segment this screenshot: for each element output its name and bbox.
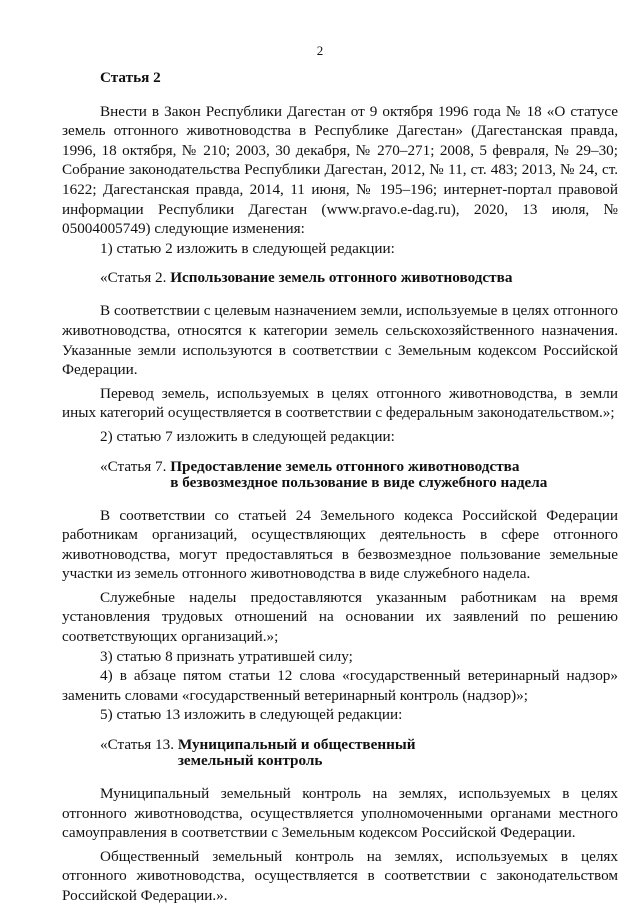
sub-article-13-paragraph-2: Общественный земельный контроль на землях, используемых в целях отгонного животноводства, осуществляется в соответствии с законодательством Российской Федерации.». bbox=[62, 847, 618, 904]
amendment-item-3: 3) статью 8 признать утратившей силу; bbox=[100, 647, 353, 665]
sub-article-2-heading bbox=[100, 270, 618, 286]
sub-article-13-heading bbox=[100, 737, 618, 769]
sub-article-7-paragraph-2: Служебные наделы предоставляются указанным работникам на время установления трудовых отношений на основании их заявлений по решению соответствующих организаций.»; bbox=[62, 588, 618, 646]
sub-article-2-number: «Статья 2. bbox=[100, 269, 171, 287]
sub-article-2-paragraph-2: Перевод земель, используемых в целях отгонного животноводства, в земли иных категорий осуществляется в соответствии с федеральным законодательством.»; bbox=[62, 384, 618, 422]
sub-article-7-title bbox=[170, 459, 547, 491]
sub-article-7-number: «Статья 7. bbox=[100, 457, 171, 475]
sub-article-13-paragraph-1: Муниципальный земельный контроль на землях, используемых в целях отгонного животноводства, осуществляется уполномоченными органами местного самоуправления в соответствии с Земельным кодексом Российской Федерации. bbox=[62, 785, 618, 842]
sub-article-13-title bbox=[178, 737, 416, 769]
amendment-item-2: 2) статью 7 изложить в следующей редакции: bbox=[100, 427, 395, 445]
sub-article-7-heading bbox=[100, 459, 618, 491]
sub-article-7-title-line-1: Предоставление земель отгонного животноводства bbox=[170, 457, 520, 475]
sub-article-7-title-line-2: в безвозмездное пользование в виде служебного надела bbox=[170, 473, 548, 491]
article-title: Статья 2 bbox=[100, 69, 161, 86]
sub-article-13-number: «Статья 13. bbox=[100, 736, 178, 754]
sub-article-2-paragraph-1: В соответствии с целевым назначением земли, используемые в целях отгонного животноводства, относятся к категории земель сельскохозяйственного назначения. Указанные земли используются в соответствии с Земельным кодексом Российской Федерации. bbox=[62, 302, 618, 379]
intro-paragraph: Внести в Закон Республики Дагестан от 9 октября 1996 года № 18 «О статусе земель отгонного животноводства в Республике Дагестан» (Дагестанская правда, 1996, 18 октября, № 210; 2003, 30 декабря, № 270–271; 2008, 5 февраля, № 29–30; Собрание законодательства Республики Дагестан, 2012, № 11, ст. 483; 2013, № 24, ст. 1622; Дагестанская правда, 2014, 11 июня, № 195–196; интернет-портал правовой информации Республики Дагестан (www.pravo.e-dag.ru), 2020, 13 июля, № 05004005749) следующие изменения: bbox=[62, 102, 618, 238]
sub-article-13-title-line-2: земельный контроль bbox=[177, 752, 323, 770]
sub-article-2-title: Использование земель отгонного животноводства bbox=[170, 269, 513, 287]
sub-article-13-title-line-1: Муниципальный и общественный bbox=[177, 736, 416, 754]
document-body bbox=[62, 68, 618, 906]
page-number: 2 bbox=[316, 43, 324, 58]
amendment-item-4: 4) в абзаце пятом статьи 12 слова «государственный ветеринарный надзор» заменить словами «государственный ветеринарный контроль (надзор)»; bbox=[62, 667, 618, 704]
sub-article-7-paragraph-1: В соответствии со статьей 24 Земельного кодекса Российской Федерации работникам организаций, осуществляющих деятельность в сфере отгонного животноводства, могут предоставляться в безвозмездное пользование земельные участки из земель отгонного животноводства в виде служебного надела. bbox=[62, 506, 618, 583]
amendment-item-5: 5) статью 13 изложить в следующей редакции: bbox=[100, 706, 403, 724]
amendment-item-1: 1) статью 2 изложить в следующей редакции: bbox=[100, 239, 395, 257]
